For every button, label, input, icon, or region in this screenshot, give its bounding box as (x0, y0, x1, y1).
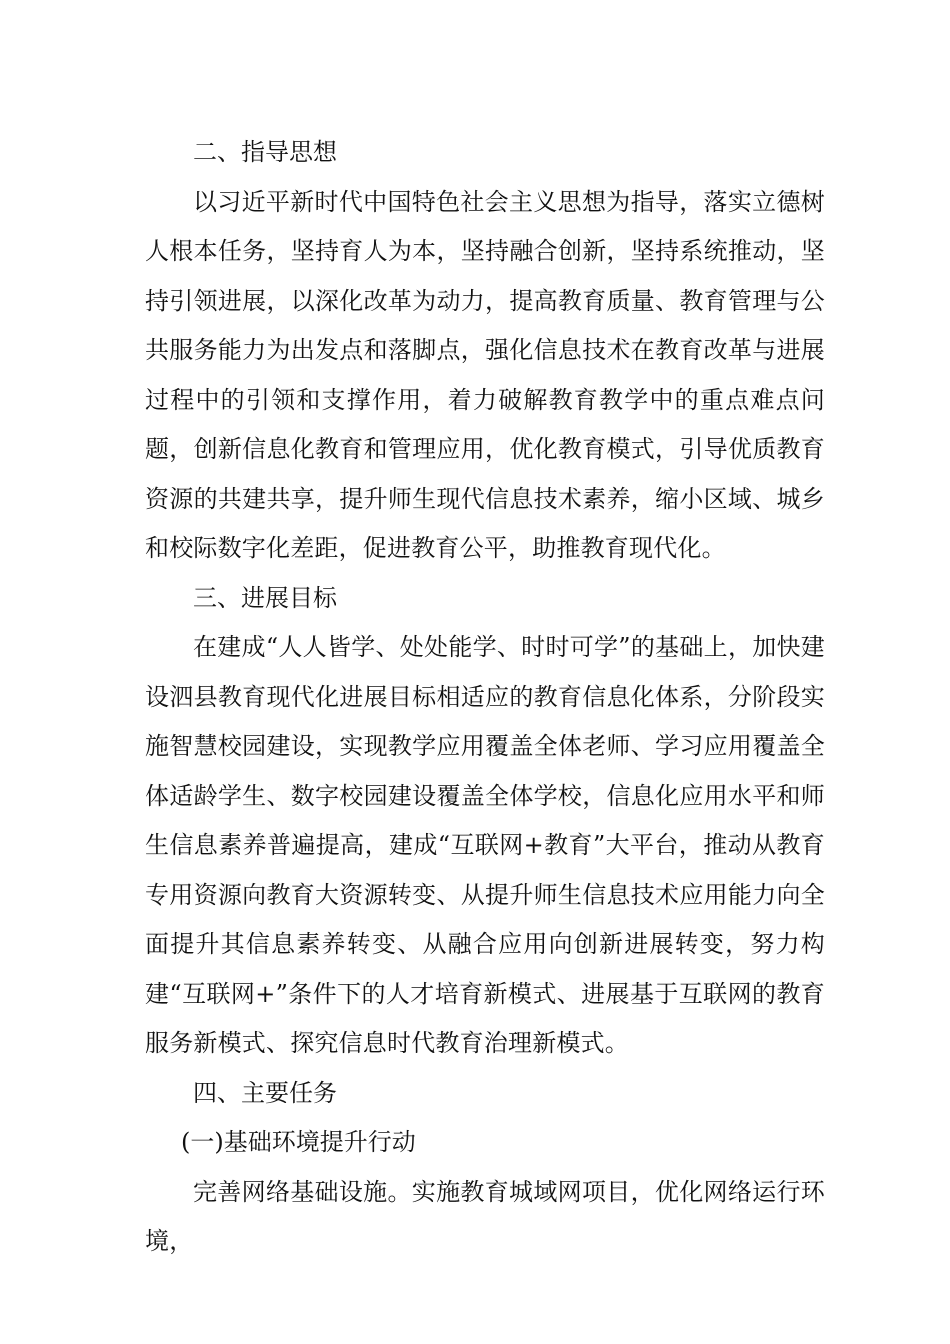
paragraph-development-goals: 在建成“人人皆学、处处能学、时时可学”的基础上，加快建设泗县教育现代化进展目标相适应的教育信息化体系，分阶段实施智慧校园建设，实现教学应用覆盖全体老师、学习应用覆盖全体适龄学生、数字校园建设覆盖全体学校，信息化应用水平和师生信息素养普遍提高，建成“互联网+教育”大平台，推动从教育专用资源向教育大资源转变、从提升师生信息技术应用能力向全面提升其信息素养转变、从融合应用向创新进展转变，努力构建“互联网+”条件下的人才培育新模式、进展基于互联网的教育服务新模式、探究信息时代教育治理新模式。 (145, 633, 825, 1057)
document-body (145, 128, 825, 1267)
subsection-heading-infrastructure: (一)基础环境提升行动 (181, 1128, 416, 1156)
paragraph-infrastructure: 完善网络基础设施。实施教育城域网项目，优化网络运行环境， (145, 1177, 825, 1255)
section-heading-main-tasks: 四、主要任务 (193, 1078, 337, 1107)
section-heading-guiding-ideology: 二、指导思想 (193, 138, 337, 166)
paragraph-guiding-ideology: 以习近平新时代中国特色社会主义思想为指导，落实立德树人根本任务，坚持育人为本，坚持融合创新，坚持系统推动，坚持引领进展，以深化改革为动力，提高教育质量、教育管理与公共服务能力为出发点和落脚点，强化信息技术在教育改革与进展过程中的引领和支撑作用，着力破解教育教学中的重点难点问题，创新信息化教育和管理应用，优化教育模式，引导优质教育资源的共建共享，提升师生现代信息技术素养，缩小区域、城乡和校际数字化差距，促进教育公平，助推教育现代化。 (145, 187, 825, 562)
section-heading-development-goals: 三、进展目标 (193, 583, 337, 612)
